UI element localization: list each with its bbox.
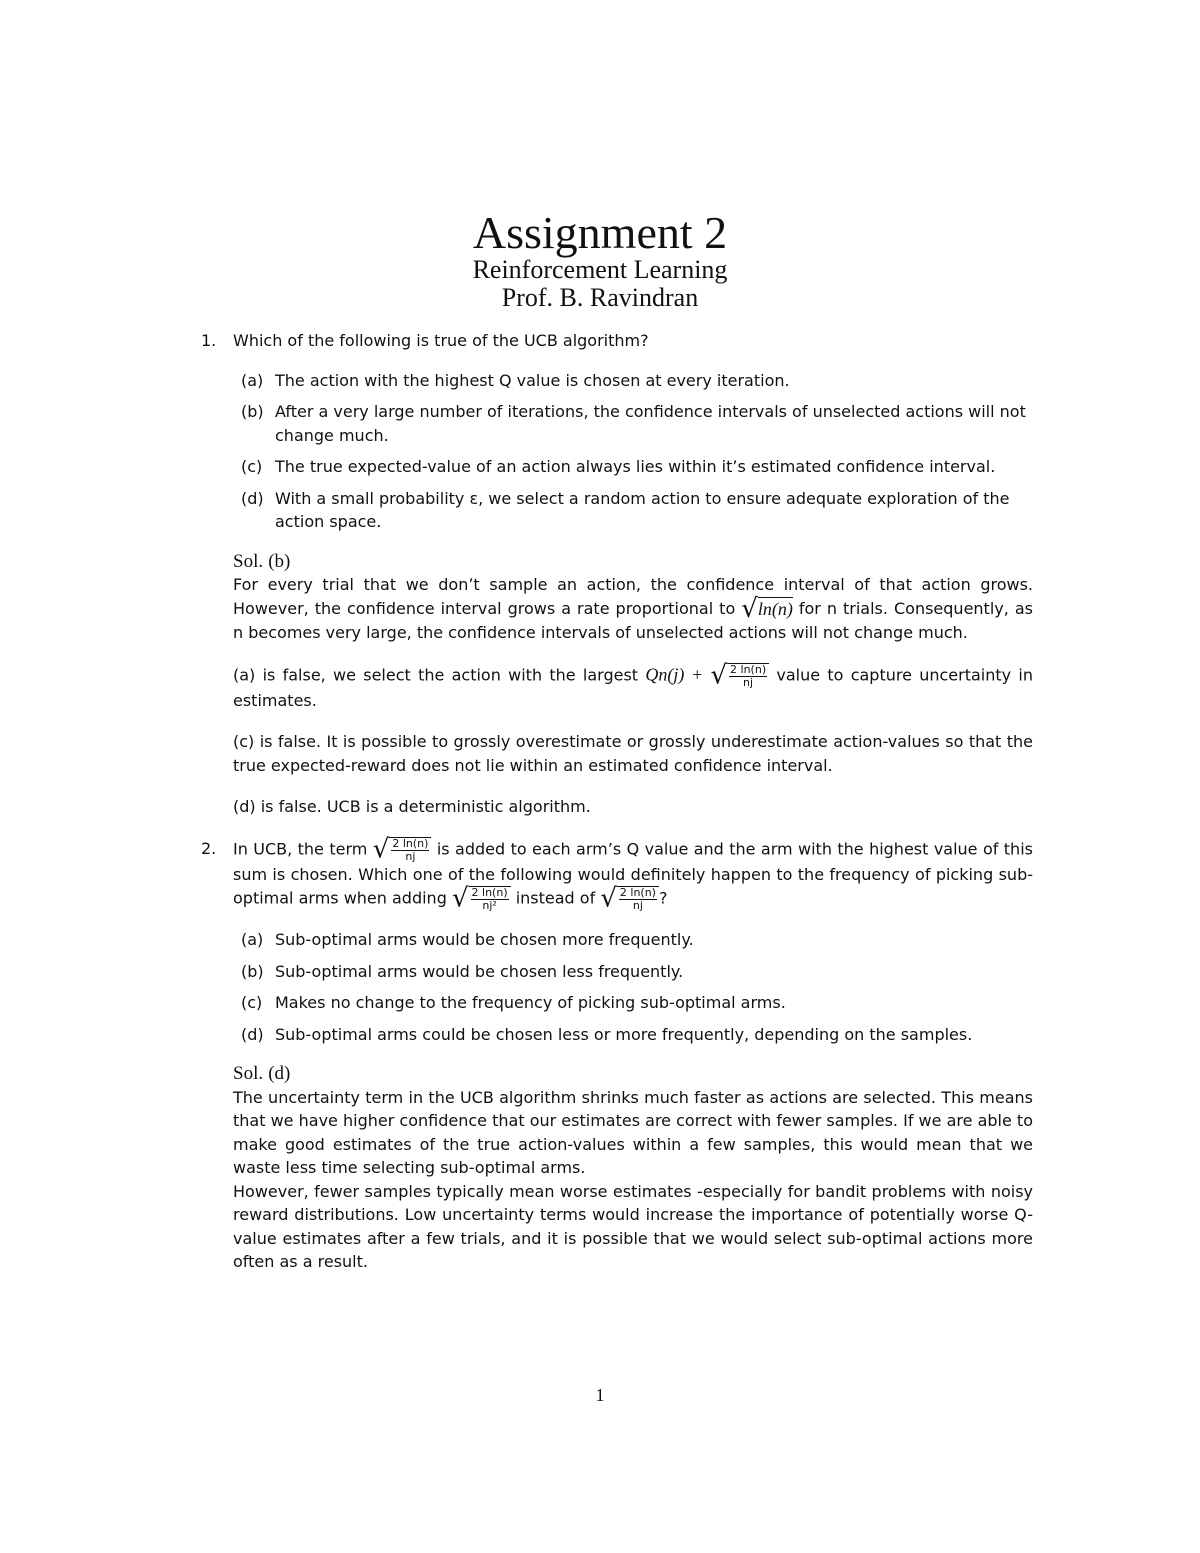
document-title: Assignment 2 [472, 207, 728, 258]
fraction-numerator: 2 ln(n) [392, 836, 429, 850]
question-text [233, 834, 1033, 914]
fraction-denominator: nj [632, 899, 643, 913]
radical-icon: √ [600, 883, 617, 914]
option-list [233, 369, 1033, 534]
solution-2 [233, 1062, 1033, 1274]
option-text: Sub-optimal arms would be chosen more frequently. [275, 930, 694, 950]
fraction-denominator: nj [405, 849, 416, 863]
solution-paragraph: (d) is false. UCB is a deterministic algorithm. [233, 797, 591, 817]
question-number: 2. [201, 838, 217, 858]
fraction-denominator: nj² [482, 899, 497, 913]
radical-icon: √ [372, 834, 390, 865]
option-text: With a small probability ε, we select a random action to ensure adequate exploration of the action space. [275, 488, 1010, 531]
radical-icon: √ [451, 883, 469, 914]
orig-ucb-term [600, 883, 659, 914]
option-label: (b) [241, 402, 264, 421]
option-text: Sub-optimal arms would be chosen less frequently. [275, 961, 684, 981]
q-value-expression: Qn(j) + [645, 664, 704, 685]
question-text-part: instead of [515, 888, 596, 908]
option-list [233, 928, 1033, 1046]
page-number: 1 [595, 1385, 605, 1405]
solution-text: (a) is false, we select the action with the largest [233, 665, 639, 685]
solution-text: for n trials. Consequently, as n becomes very large, the confidence intervals of unselected actions will not change much. [233, 598, 1033, 643]
option-label: (c) [241, 993, 263, 1013]
ucb-term [372, 834, 432, 865]
option-text: The action with the highest Q value is chosen at every iteration. [275, 370, 790, 390]
option-label: (a) [241, 370, 264, 390]
option-c [233, 991, 1033, 1015]
solution-answer: (d) [268, 1063, 291, 1085]
option-b [233, 960, 1033, 984]
solution-paragraph [233, 573, 1033, 645]
ucb-term [710, 660, 769, 691]
solution-text: value to capture uncertainty in estimates. [233, 665, 1033, 710]
alt-ucb-term [451, 883, 511, 914]
option-label: (a) [241, 930, 264, 950]
radical-icon: √ [710, 660, 728, 691]
question-text-part: is added to each arm’s Q value and the arm with the highest value of this sum is chosen. Which one of the following would definitely happen to the frequency of picking sub-optimal arms when adding [233, 839, 1033, 908]
option-b [233, 400, 1033, 447]
question-2 [201, 834, 1033, 1274]
question-text-part: In UCB, the term [233, 839, 368, 859]
solution-1 [233, 550, 1033, 819]
solution-label: Sol. [233, 1063, 264, 1085]
question-1 [201, 329, 1033, 819]
option-a [233, 928, 1033, 952]
sqrt-ln-n [741, 593, 793, 624]
radicand: ln(n) [758, 597, 793, 622]
option-text: The true expected-value of an action always lies within it’s estimated confidence interval. [275, 457, 996, 476]
solution-text: For every trial that we don’t sample an action, the confidence interval of that action grows. However, the confidence interval grows a rate proportional to [233, 575, 1033, 618]
option-text: Makes no change to the frequency of picking sub-optimal arms. [275, 993, 786, 1013]
fraction-denominator: nj [743, 675, 754, 689]
radical-icon: √ [741, 593, 758, 624]
option-text: Sub-optimal arms could be chosen less or more frequently, depending on the samples. [275, 1024, 973, 1044]
course-name: Reinforcement Learning [472, 255, 728, 284]
option-label: (b) [241, 961, 264, 981]
solution-paragraph: However, fewer samples typically mean worse estimates -especially for bandit problems with noisy reward distributions. Low uncertainty terms would increase the importance of potentially worse Q-value estimates after a few trials, and it is possible that we would select sub-optimal actions more often as a result. [233, 1181, 1033, 1272]
option-label: (d) [241, 1024, 264, 1044]
document-body [201, 329, 1033, 1274]
question-text: Which of the following is true of the UCB algorithm? [233, 331, 649, 350]
option-text: After a very large number of iterations, the confidence intervals of unselected actions will not change much. [275, 402, 1026, 445]
instructor-name: Prof. B. Ravindran [501, 283, 699, 312]
option-label: (d) [241, 488, 264, 508]
option-a [233, 369, 1033, 393]
solution-paragraph: The uncertainty term in the UCB algorithm shrinks much faster as actions are selected. This means that we have higher confidence that our estimates are correct with fewer samples. If we are able to make good estimates of the true action-values within a few samples, this would mean that we waste less time selecting sub-optimal arms. [233, 1087, 1033, 1178]
option-c [233, 455, 1033, 479]
option-d [233, 1023, 1033, 1047]
solution-label: Sol. [233, 550, 264, 572]
question-number: 1. [201, 331, 217, 350]
fraction-numerator: 2 ln(n) [730, 662, 767, 676]
question-text-part: ? [658, 888, 668, 908]
option-d [233, 487, 1033, 534]
solution-paragraph: (c) is false. It is possible to grossly overestimate or grossly underestimate action-values so that the true expected-reward does not lie within an estimated confidence interval. [233, 732, 1033, 775]
solution-answer: (b) [268, 550, 291, 572]
option-label: (c) [241, 457, 263, 476]
solution-paragraph [233, 660, 1033, 713]
fraction-numerator: 2 ln(n) [619, 886, 656, 900]
fraction-numerator: 2 ln(n) [471, 886, 508, 900]
